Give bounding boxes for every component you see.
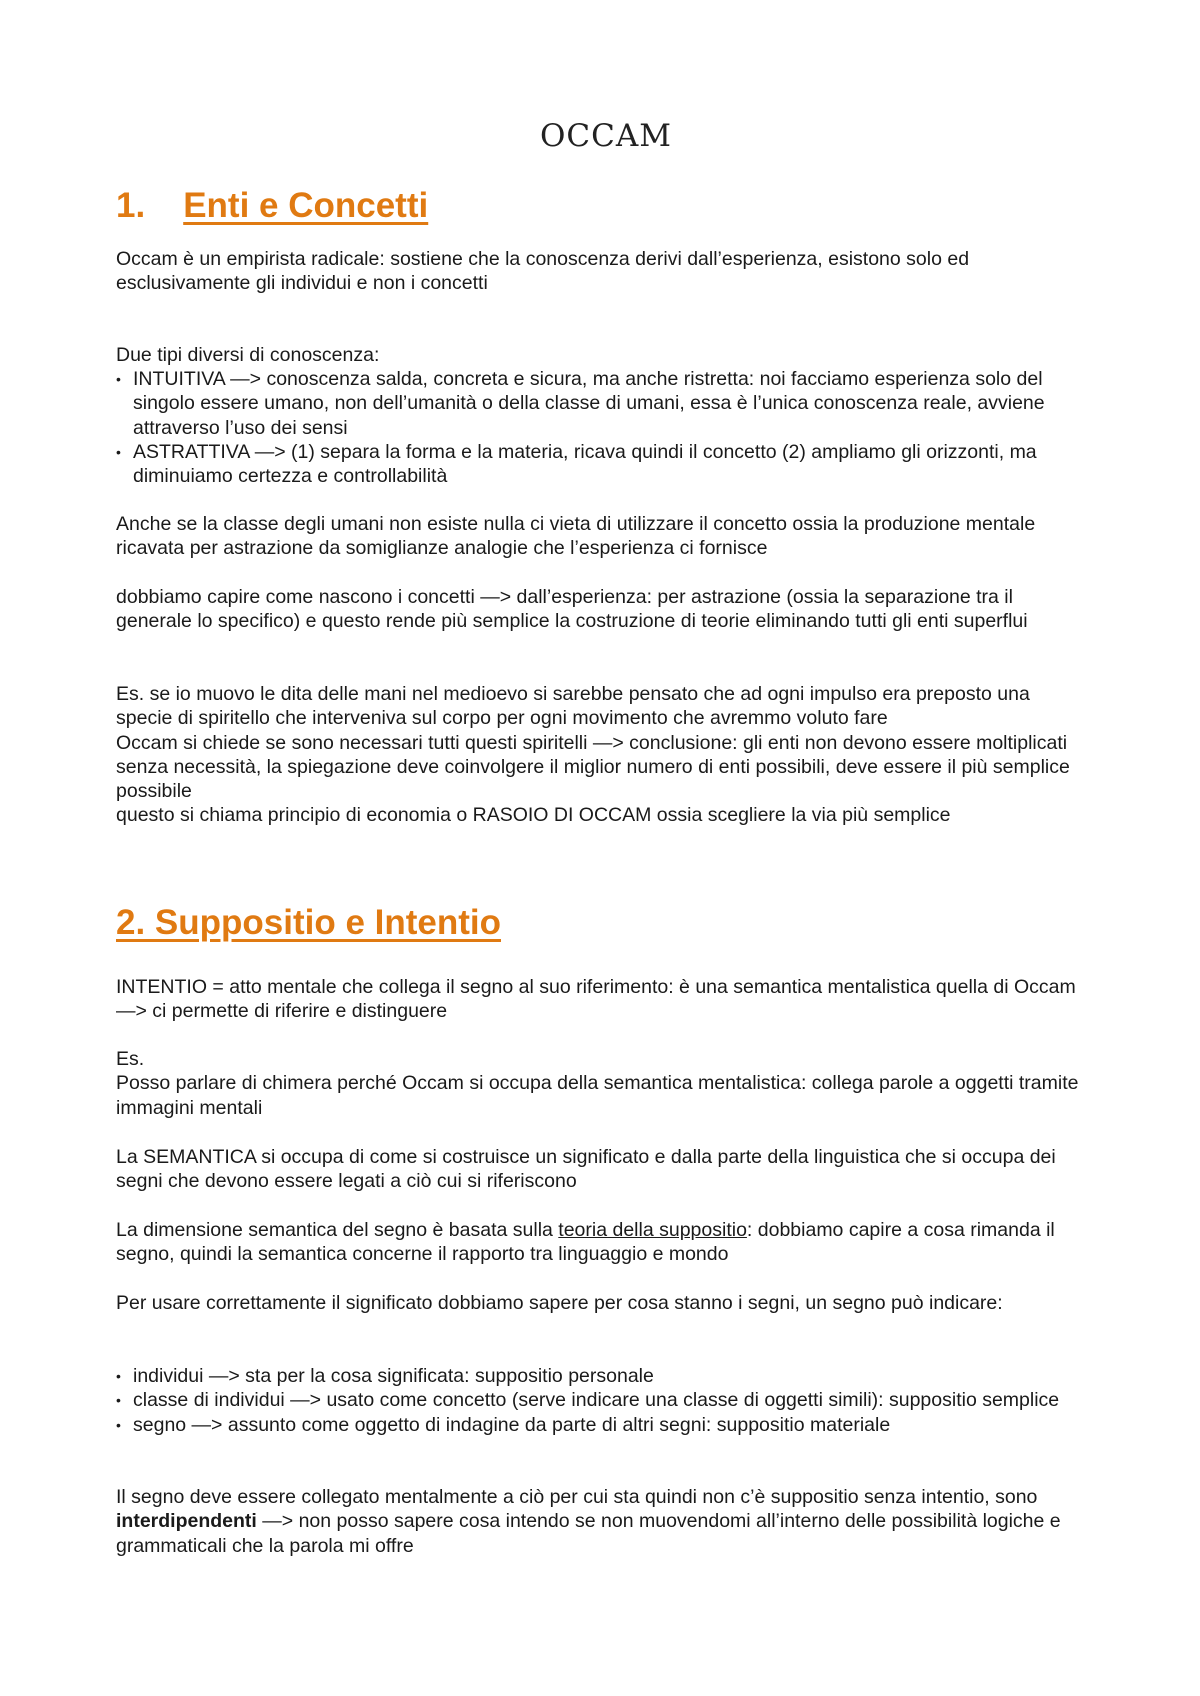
section-2-paragraph-1: INTENTIO = atto mentale che collega il segno al suo riferimento: è una semantica mentalistica quella di Occam—> ci permette di riferire e distinguere (116, 976, 1076, 1023)
section-1-paragraph-5 (116, 682, 1091, 828)
bullet-icon: • (116, 371, 121, 387)
bullet-icon: • (116, 1416, 121, 1433)
paragraph-text: : dobbiamo capire a cosa rimanda il segno, quindi la semantica concerne il rapporto tra linguaggio e mondo (116, 1219, 1055, 1266)
example-text: Posso parlare di chimera perché Occam si occupa della semantica mentalistica: collega parole a oggetti tramite immagini mentali (116, 1072, 1079, 1119)
section-2-paragraph-6 (116, 1485, 1091, 1558)
list-item-text: ASTRATTIVA —> (1) separa la forma e la materia, ricava quindi il concetto (2) ampliamo gli orizzonti, ma diminuiamo certezza e controllabilità (133, 440, 1037, 488)
section-1-heading (116, 186, 428, 226)
example-label: Es. (116, 1048, 145, 1070)
section-1-paragraph-1: Occam è un empirista radicale: sostiene che la conoscenza derivi dall’esperienza, esistono solo ed esclusivamente gli individui e non i concetti (116, 248, 970, 295)
list-item-text: segno —> assunto come oggetto di indagine da parte di altri segni: suppositio materiale (133, 1413, 891, 1436)
section-2-heading: 2. Suppositio e Intentio (116, 903, 501, 942)
section-1-number: 1. (116, 186, 146, 225)
section-2-paragraph-4 (116, 1218, 1091, 1267)
list-item (116, 367, 1091, 440)
section-2-paragraph-2 (116, 1047, 1091, 1120)
section-1-paragraph-2-intro: Due tipi diversi di conoscenza: (116, 344, 380, 366)
paragraph-text: Il segno deve essere collegato mentalmente a ciò per cui sta quindi non c’è suppositio senza intentio, sono (116, 1486, 1038, 1508)
section-2-bullet-list (116, 1364, 1091, 1437)
section-1-paragraph-4: dobbiamo capire come nascono i concetti —> dall’esperienza: per astrazione (ossia la separazione tra il generale lo specifico) e questo rende più semplice la costruzione di teorie eliminando tutti gli enti superflui (116, 586, 1028, 633)
list-item (116, 1388, 1091, 1412)
interdependent-term: interdipendenti (116, 1510, 257, 1533)
bullet-icon: • (116, 1392, 121, 1409)
list-item-text: classe di individui —> usato come concetto (serve indicare una classe di oggetti simili): suppositio semplice (133, 1389, 1060, 1412)
example-text: Es. se io muovo le dita delle mani nel medioevo si sarebbe pensato che ad ogni impulso era preposto una specie di spiritello che interveniva sul corpo per ogni movimento che avremmo voluto fare (116, 683, 1030, 730)
section-1-title: Enti e Concetti (183, 186, 429, 225)
occam-razor-text: questo si chiama principio di economia o RASOIO DI OCCAM ossia scegliere la via più semplice (116, 804, 951, 827)
section-1-bullet-list (116, 367, 1091, 488)
section-1-paragraph-3: Anche se la classe degli umani non esiste nulla ci vieta di utilizzare il concetto ossia la produzione mentale ricavata per astrazione da somiglianze analogie che l’esperienza ci fornisce (116, 513, 1036, 560)
section-2-paragraph-5: Per usare correttamente il significato dobbiamo sapere per cosa stanno i segni, un segno può indicare: (116, 1292, 1003, 1314)
list-item (116, 440, 1091, 489)
bullet-icon: • (116, 443, 121, 460)
list-item (116, 1413, 1091, 1437)
paragraph-text: La dimensione semantica del segno è basata sulla (116, 1219, 559, 1241)
list-item-text: individui —> sta per la cosa significata: suppositio personale (133, 1365, 654, 1387)
conclusion-text: Occam si chiede se sono necessari tutti questi spiritelli —> conclusione: gli enti non devono essere moltiplicati senza necessità, la spiegazione deve coinvolgere il miglior numero di enti possibili, deve essere il più semplice possibile (116, 731, 1070, 803)
paragraph-text: —> non posso sapere cosa intendo se non muovendomi all’interno delle possibilità logiche e grammaticali che la parola mi offre (116, 1510, 1061, 1557)
list-item-text: INTUITIVA —> conoscenza salda, concreta e sicura, ma anche ristretta: noi facciamo esperienza solo del singolo essere umano, non dell’umanità o della classe di umani, essa è l’unica conoscenza reale, avviene attraverso l’uso dei sensi (133, 368, 1045, 439)
document-title: OCCAM (540, 118, 672, 154)
bullet-icon: • (116, 1368, 121, 1384)
list-item (116, 1364, 1091, 1388)
suppositio-theory-term: teoria della suppositio (558, 1219, 747, 1241)
section-2-paragraph-3: La SEMANTICA si occupa di come si costruisce un significato e dalla parte della linguistica che si occupa dei segni che devono essere legati a ciò cui si riferiscono (116, 1146, 1056, 1193)
